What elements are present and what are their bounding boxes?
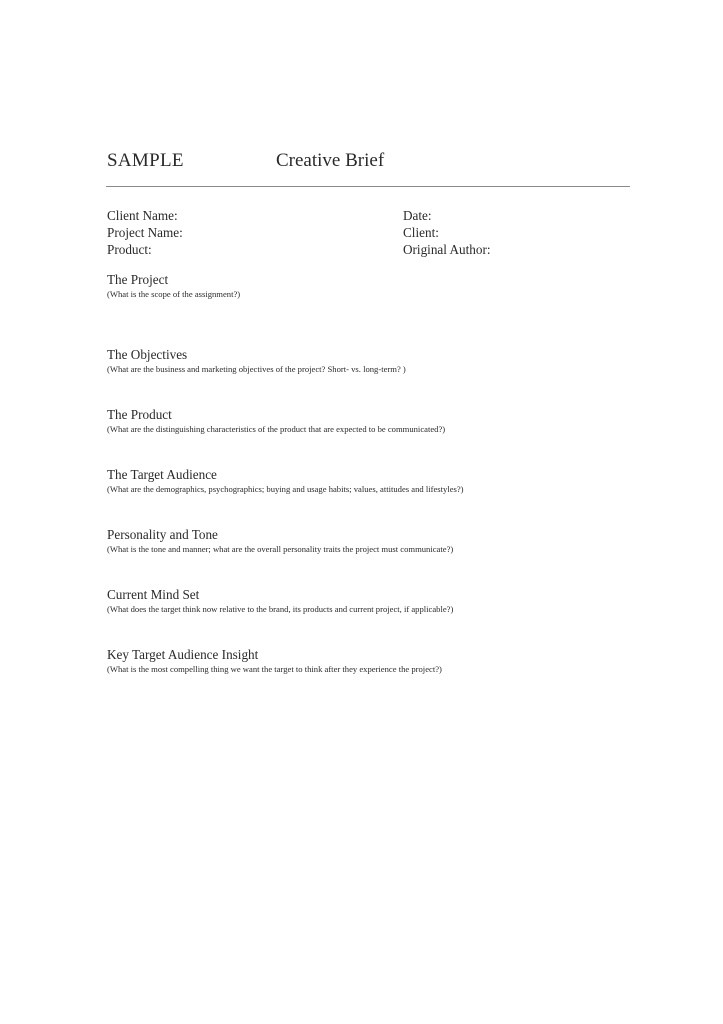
meta-left-column bbox=[107, 207, 183, 258]
section-key-target-audience-insight bbox=[107, 647, 647, 675]
section-prompt: (What is the tone and manner; what are the overall personality traits the project must communicate?) bbox=[107, 544, 454, 554]
section-prompt: (What are the business and marketing objectives of the project? Short- vs. long-term? ) bbox=[107, 364, 406, 374]
section-title: The Project bbox=[107, 272, 169, 287]
project-name-label: Project Name: bbox=[107, 225, 183, 240]
section-prompt: (What are the demographics, psychographics; buying and usage habits; values, attitudes and lifestyles?) bbox=[107, 484, 464, 494]
section-prompt: (What are the distinguishing characteristics of the product that are expected to be communicated?) bbox=[107, 424, 446, 434]
meta-right-column bbox=[403, 207, 491, 258]
section-title: Key Target Audience Insight bbox=[107, 647, 259, 662]
section-the-target-audience bbox=[107, 467, 647, 495]
section-the-product bbox=[107, 407, 647, 435]
document-label: SAMPLE bbox=[107, 150, 184, 171]
client-label: Client: bbox=[403, 225, 439, 240]
header-divider bbox=[106, 186, 630, 187]
section-prompt: (What is the most compelling thing we want the target to think after they experience the project?) bbox=[107, 664, 442, 674]
section-personality-and-tone bbox=[107, 527, 647, 555]
client-name-label: Client Name: bbox=[107, 208, 178, 223]
section-title: Personality and Tone bbox=[107, 527, 218, 542]
section-prompt: (What does the target think now relative to the brand, its products and current project, if applicable?) bbox=[107, 604, 454, 614]
section-current-mind-set bbox=[107, 587, 647, 615]
product-label: Product: bbox=[107, 242, 152, 257]
document-title: Creative Brief bbox=[276, 150, 385, 171]
section-title: The Target Audience bbox=[107, 467, 217, 482]
date-label: Date: bbox=[403, 208, 432, 223]
original-author-label: Original Author: bbox=[403, 242, 491, 257]
section-title: Current Mind Set bbox=[107, 587, 200, 602]
section-the-objectives bbox=[107, 347, 647, 375]
section-prompt: (What is the scope of the assignment?) bbox=[107, 289, 241, 299]
section-the-project bbox=[107, 272, 647, 300]
section-title: The Objectives bbox=[107, 347, 188, 362]
section-title: The Product bbox=[107, 407, 172, 422]
